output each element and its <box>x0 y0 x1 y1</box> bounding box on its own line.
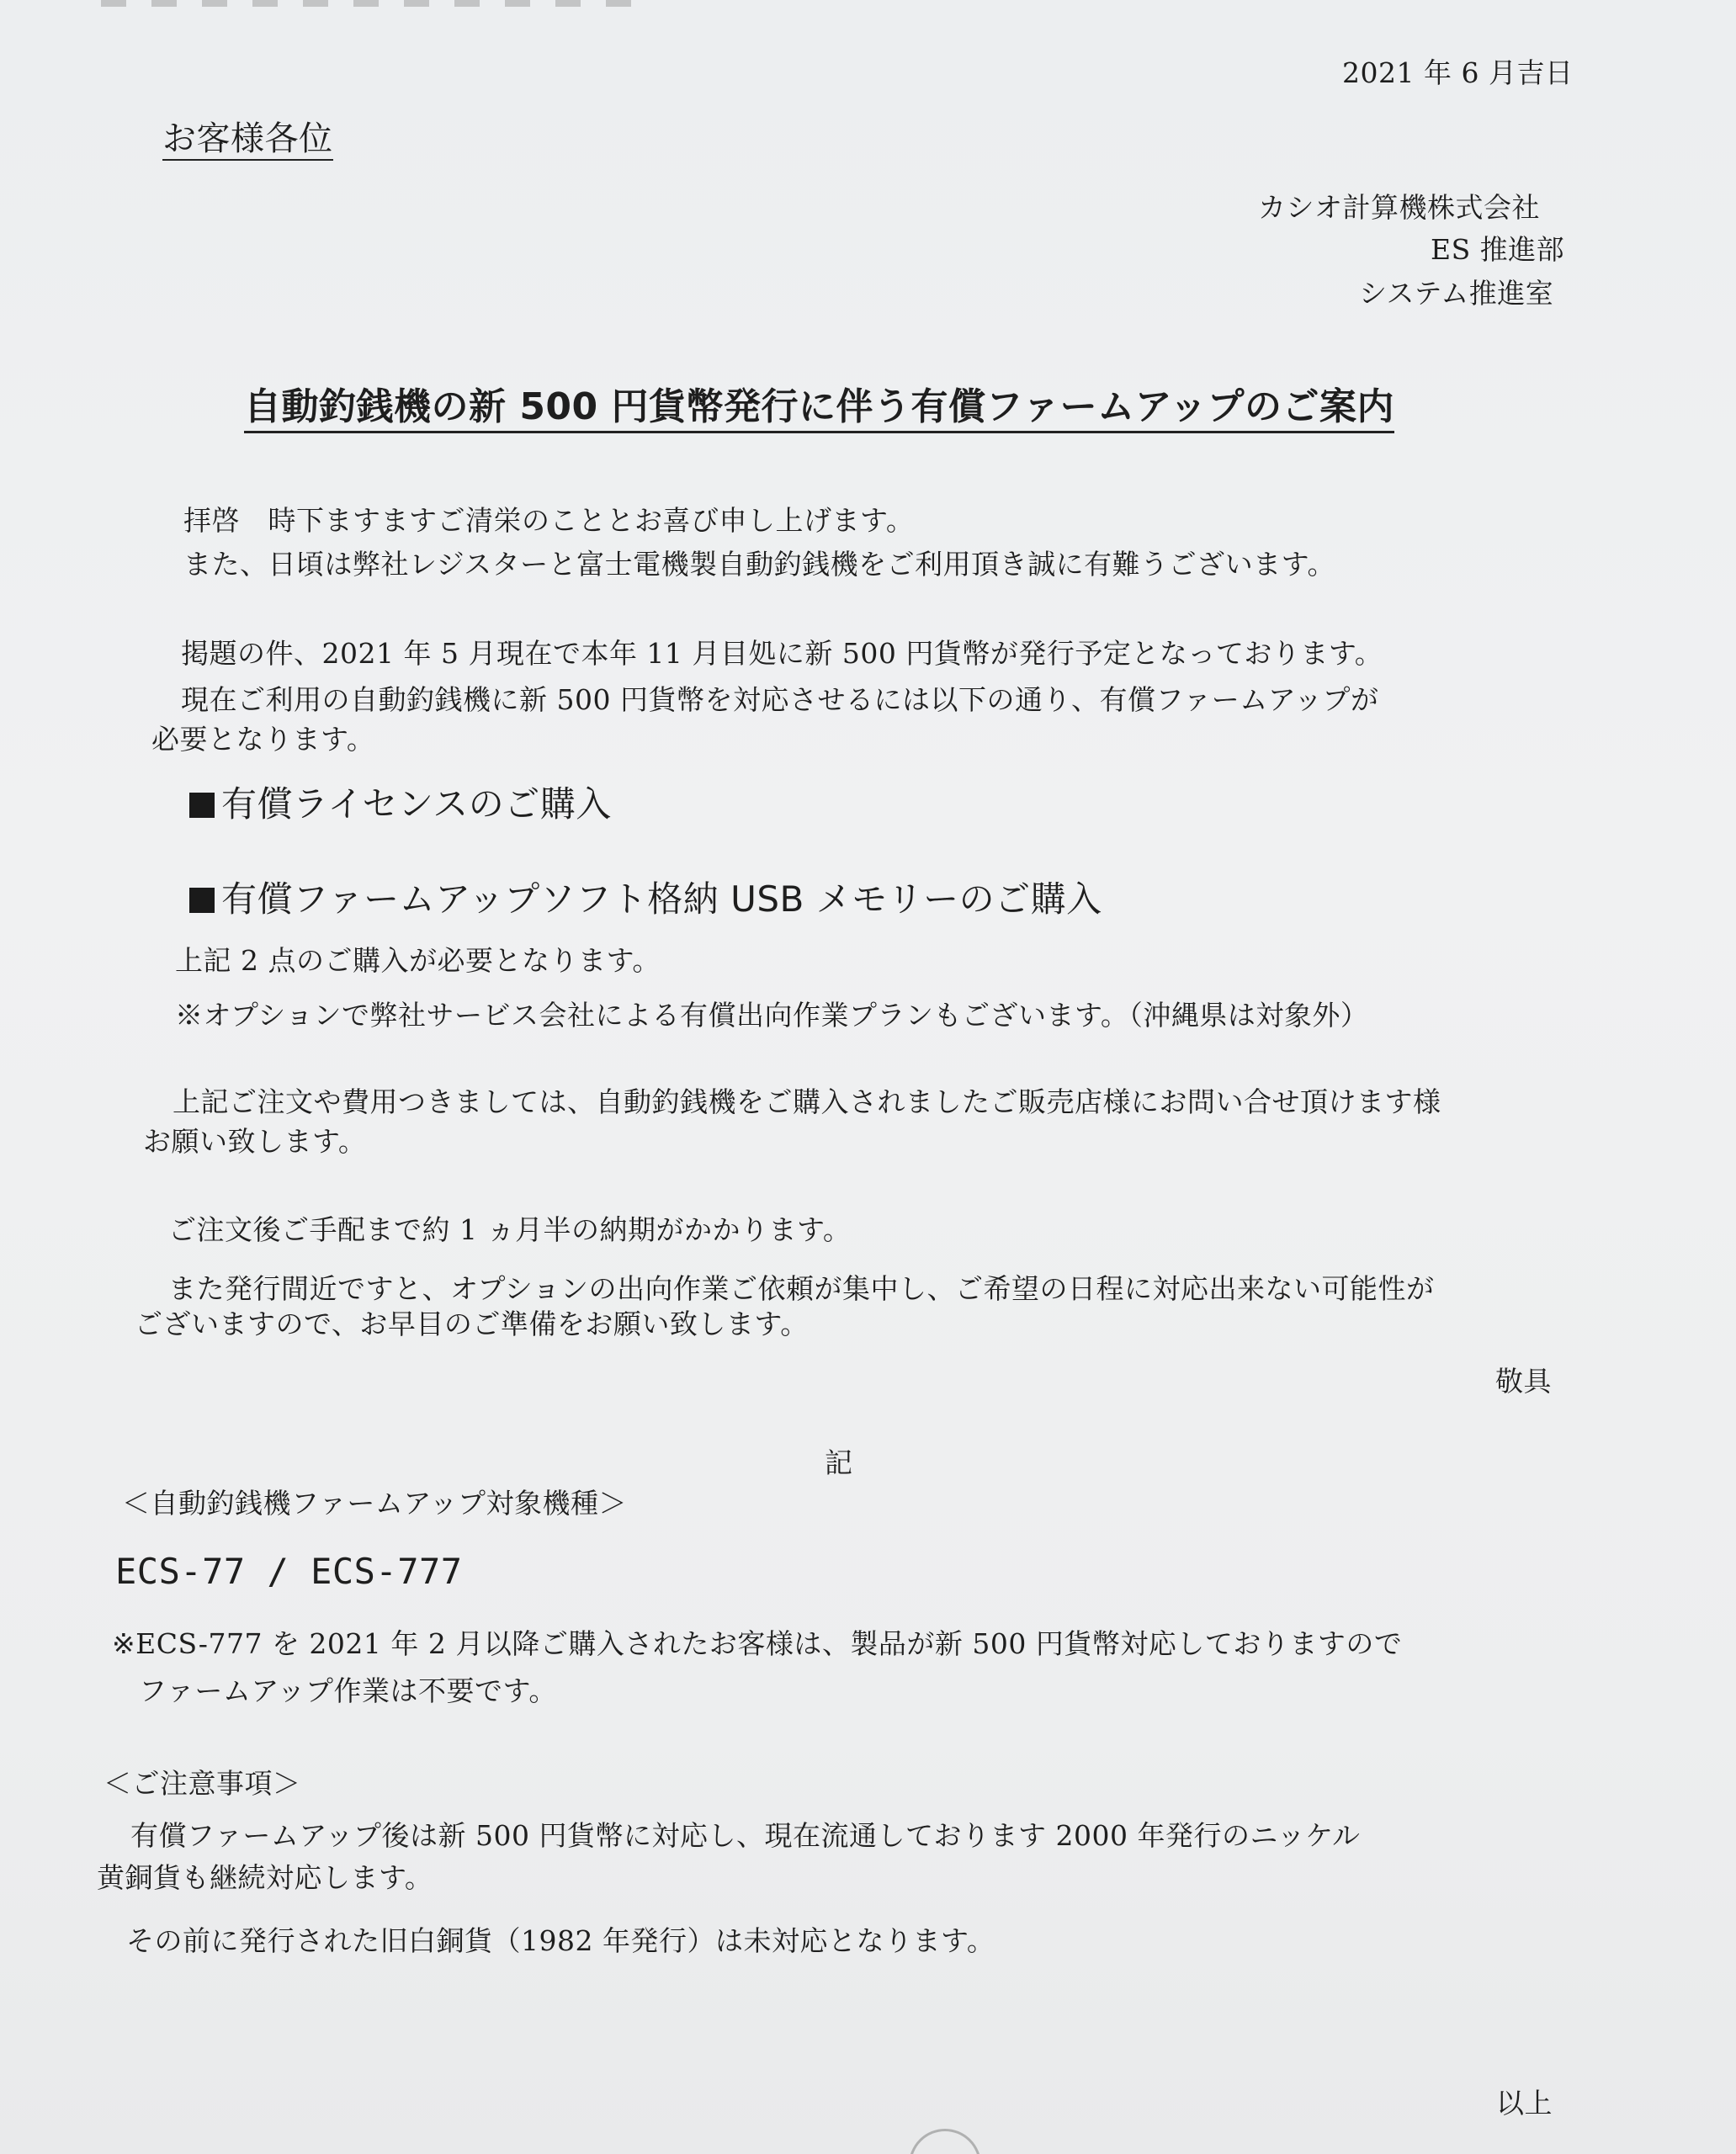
order-line-1: 上記ご注文や費用つきましては、自動釣銭機をご購入されましたご販売店様にお問い合せ頂けます様 <box>173 1085 1441 1118</box>
sender-company: カシオ計算機株式会社 <box>1258 191 1540 224</box>
bullet-item-license <box>189 783 612 825</box>
purchase-required: 上記 2 点のご購入が必要となります。 <box>175 944 661 977</box>
caution-heading: ＜ご注意事項＞ <box>104 1767 301 1800</box>
square-bullet-icon <box>189 888 215 913</box>
model-note-line-1: ※ECS-777 を 2021 年 2 月以降ご購入されたお客様は、製品が新 500 円貨幣対応しておりますので <box>112 1627 1403 1660</box>
closing-keigu: 敬具 <box>1495 1365 1552 1398</box>
intro-line-2: 現在ご利用の自動釣銭機に新 500 円貨幣を対応させるには以下の通り、有償ファームアップが <box>181 683 1379 716</box>
bullet-item-usb-label: 有償ファームアップソフト格納 USB メモリーのご購入 <box>221 878 1102 920</box>
sender-section: システム推進室 <box>1359 277 1554 310</box>
end-ijo: 以上 <box>1496 2087 1553 2120</box>
document-title: 自動釣銭機の新 500 円貨幣発行に伴う有償ファームアップのご案内 <box>244 389 1394 433</box>
greeting-line-1: 拝啓 時下ますますご清栄のこととお喜び申し上げます。 <box>183 504 915 537</box>
caution-line-2: 黄銅貨も継続対応します。 <box>97 1861 433 1894</box>
model-note-line-2: ファームアップ作業は不要です。 <box>139 1674 557 1707</box>
greeting-line-2: また、日頃は弊社レジスターと富士電機製自動釣銭機をご利用頂き誠に有難うございます。 <box>183 548 1336 581</box>
sender-dept: ES 推進部 <box>1431 233 1565 266</box>
intro-line-3: 必要となります。 <box>151 723 375 756</box>
intro-line-1: 掲題の件、2021 年 5 月現在で本年 11 月目処に新 500 円貨幣が発行予定となっております。 <box>181 637 1383 670</box>
bullet-item-usb <box>189 878 1102 920</box>
caution-line-3: その前に発行された旧白銅貨（1982 年発行）は未対応となります。 <box>126 1924 995 1957</box>
header-fax-strip <box>101 0 656 7</box>
target-models: ECS-77 / ECS-777 <box>115 1551 463 1592</box>
page-edge-mark <box>909 2129 981 2154</box>
lead-time-line-2: また発行間近ですと、オプションの出向作業ご依頼が集中し、ご希望の日程に対応出来ない可能性が <box>168 1272 1435 1305</box>
ki-marker: 記 <box>825 1446 853 1479</box>
option-note: ※オプションで弊社サービス会社による有償出向作業プランもございます。（沖縄県は対象外） <box>175 999 1369 1032</box>
lead-time-line-3: ございますので、お早目のご準備をお願い致します。 <box>135 1308 809 1340</box>
order-line-2: お願い致します。 <box>143 1125 367 1158</box>
lead-time-line-1: ご注文後ご手配まで約 1 ヵ月半の納期がかかります。 <box>168 1213 852 1246</box>
bullet-item-license-label: 有償ライセンスのご購入 <box>221 783 612 825</box>
target-models-heading: ＜自動釣銭機ファームアップ対象機種＞ <box>122 1487 628 1520</box>
square-bullet-icon <box>189 793 215 818</box>
addressee: お客様各位 <box>162 122 333 161</box>
document-date: 2021 年 6 月吉日 <box>1342 56 1574 89</box>
caution-line-1: 有償ファームアップ後は新 500 円貨幣に対応し、現在流通しております 2000 年発行のニッケル <box>130 1819 1361 1852</box>
